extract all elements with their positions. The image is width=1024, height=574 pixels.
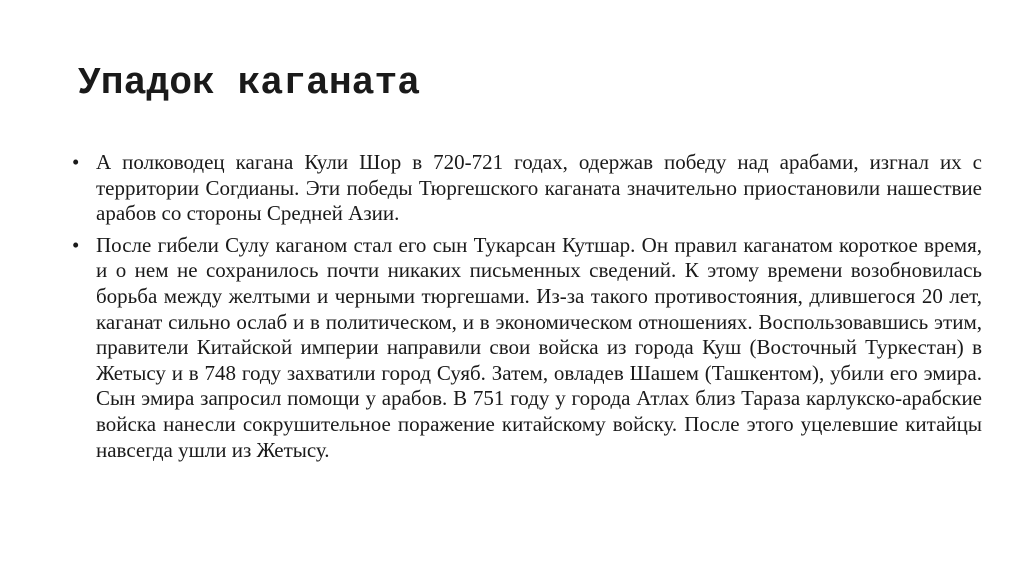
bullet-list [72, 150, 982, 469]
slide-title: Упадок каганата [78, 62, 421, 105]
bullet-marker: • [72, 232, 80, 257]
bullet-text: А полководец кагана Кули Шор в 720-721 годах, одержав победу над арабами, изгнал их с территории Согдианы. Эти победы Тюргешского каганата значительно приостановили нашествие арабов со стороны Средней Азии. [96, 150, 982, 226]
bullet-text: После гибели Сулу каганом стал его сын Тукарсан Кутшар. Он правил каганатом короткое время, и о нем не сохранилось почти никаких письменных сведений. К этому времени возобновилась борьба между желтыми и черными тюргешами. Из-за такого противостояния, длившегося 20 лет, каганат сильно ослаб и в политическом, и в экономическом отношениях. Воспользовавшись этим, правители Китайской империи направили свои войска из города Куш (Восточный Туркестан) в Жетысу и в 748 году захватили город Суяб. Затем, овладев Шашем (Ташкентом), убили его эмира. Сын эмира запросил помощи у арабов. В 751 году у города Атлах близ Тараза карлукско-арабские войска нанесли сокрушительное поражение китайскому войску. После этого уцелевшие китайцы навсегда ушли из Жетысу. [96, 232, 982, 462]
bullet-item [72, 233, 982, 463]
bullet-marker: • [72, 150, 80, 174]
bullet-item [72, 150, 982, 227]
